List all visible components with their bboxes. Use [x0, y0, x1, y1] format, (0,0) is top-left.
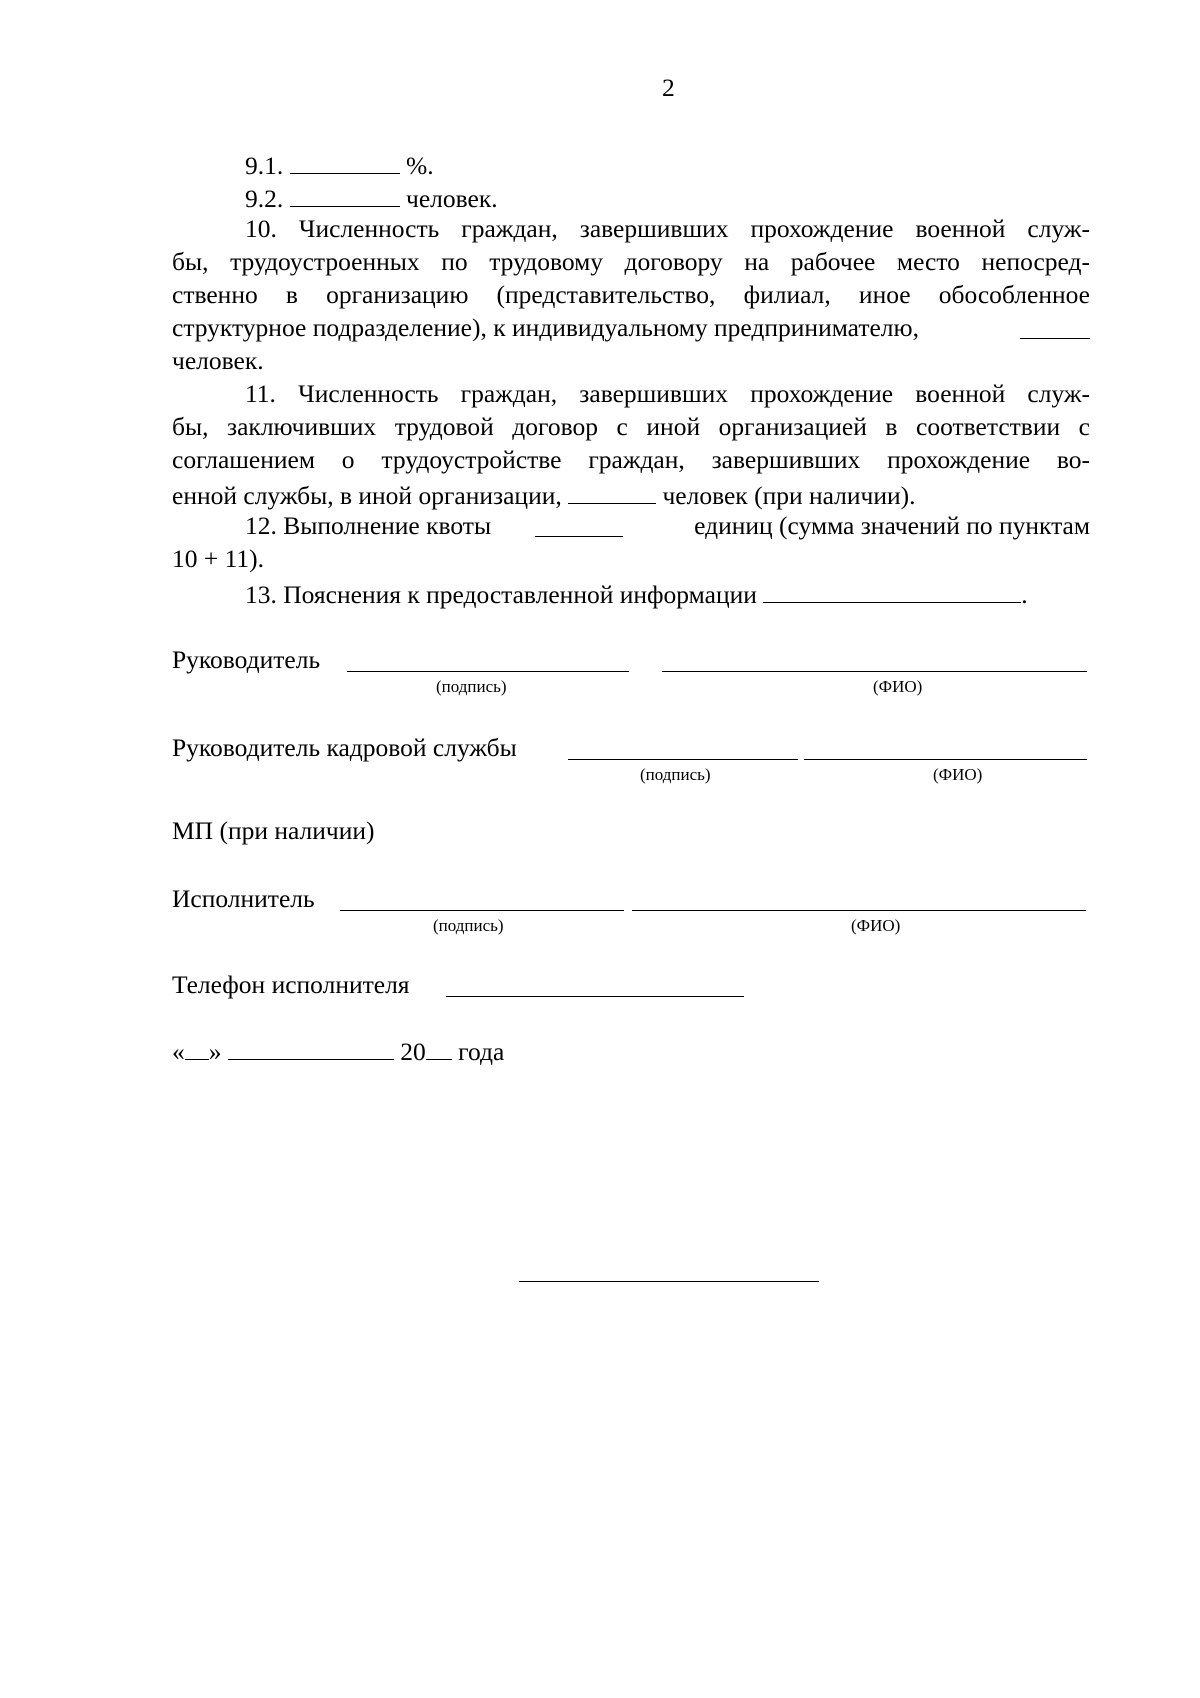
item-10-line-4-text: структурное подразделение), к индивидуальному предпринимателю,	[172, 313, 919, 342]
date-close-quote: »	[208, 1036, 222, 1066]
date-year-prefix: 20	[400, 1036, 426, 1066]
executor-name-line[interactable]	[632, 910, 1086, 911]
hr-head-label: Руководитель кадровой службы	[172, 733, 517, 762]
head-label: Руководитель	[172, 645, 321, 674]
item-11-line-4-tail: человек (при наличии).	[662, 480, 916, 510]
item-9-1	[245, 150, 434, 178]
executor-label: Исполнитель	[172, 884, 315, 913]
item-12-line-2: 10 + 11).	[172, 544, 265, 573]
date-year-blank[interactable]	[426, 1036, 452, 1060]
item-10-line-2: бы, трудоустроенных по трудовому договору на рабочее место непосред-	[172, 247, 1090, 276]
item-11-line-2: бы, заключивших трудовой договор с иной организацией в соответствии с	[172, 412, 1090, 441]
date-month-blank[interactable]	[228, 1036, 394, 1060]
hr-head-name-caption: (ФИО)	[933, 765, 983, 784]
stamp-label: МП (при наличии)	[172, 816, 375, 845]
item-10-blank[interactable]	[1020, 315, 1090, 339]
item-12-blank[interactable]	[535, 513, 623, 537]
executor-name-caption: (ФИО)	[851, 916, 901, 935]
head-name-line[interactable]	[662, 671, 1087, 672]
hr-head-signature-caption: (подпись)	[640, 765, 711, 784]
item-9-2-blank[interactable]	[290, 183, 400, 207]
item-13-text: 13. Пояснения к предоставленной информации	[245, 579, 757, 609]
page-number: 2	[662, 73, 675, 102]
item-11-blank[interactable]	[568, 480, 656, 504]
head-name-caption: (ФИО)	[873, 677, 923, 696]
item-11-line-4-text: енной службы, в иной организации,	[172, 480, 562, 510]
closing-separator-line	[519, 1281, 819, 1282]
item-12-text: 12. Выполнение квоты	[245, 511, 492, 540]
date-day-blank[interactable]	[185, 1036, 209, 1060]
head-signature-caption: (подпись)	[436, 677, 507, 696]
item-11-line-4	[172, 480, 916, 508]
item-13-blank[interactable]	[763, 579, 1021, 603]
item-13-end: .	[1021, 579, 1028, 609]
item-9-2-number: 9.2.	[245, 183, 284, 213]
executor-signature-caption: (подпись)	[433, 916, 504, 935]
item-9-2	[245, 183, 498, 211]
item-9-1-number: 9.1.	[245, 150, 284, 180]
date-year-suffix: года	[458, 1036, 505, 1066]
item-10-line-1: 10. Численность граждан, завершивших прохождение военной служ-	[245, 214, 1090, 243]
hr-head-name-line[interactable]	[804, 759, 1087, 760]
item-10-line-4	[172, 315, 1090, 341]
head-signature-line[interactable]	[347, 671, 629, 672]
phone-label: Телефон исполнителя	[172, 970, 410, 999]
item-10-line-3: ственно в организацию (представительство, филиал, иное обособленное	[172, 280, 1090, 309]
date-open-quote: «	[172, 1036, 185, 1066]
item-12-line-1	[245, 513, 1090, 539]
hr-head-signature-line[interactable]	[568, 759, 798, 760]
item-9-1-unit: %.	[406, 150, 434, 180]
item-10-line-5: человек.	[172, 346, 264, 375]
item-9-2-unit: человек.	[406, 183, 498, 213]
item-13	[245, 579, 1028, 607]
item-12-tail: единиц (сумма значений по пунктам	[694, 511, 1090, 540]
item-11-line-3: соглашением о трудоустройстве граждан, завершивших прохождение во-	[172, 445, 1090, 474]
item-9-1-blank[interactable]	[290, 150, 400, 174]
date-line	[172, 1036, 504, 1064]
item-11-line-1: 11. Численность граждан, завершивших прохождение военной служ-	[245, 379, 1090, 408]
executor-signature-line[interactable]	[340, 910, 624, 911]
phone-line[interactable]	[446, 996, 744, 997]
